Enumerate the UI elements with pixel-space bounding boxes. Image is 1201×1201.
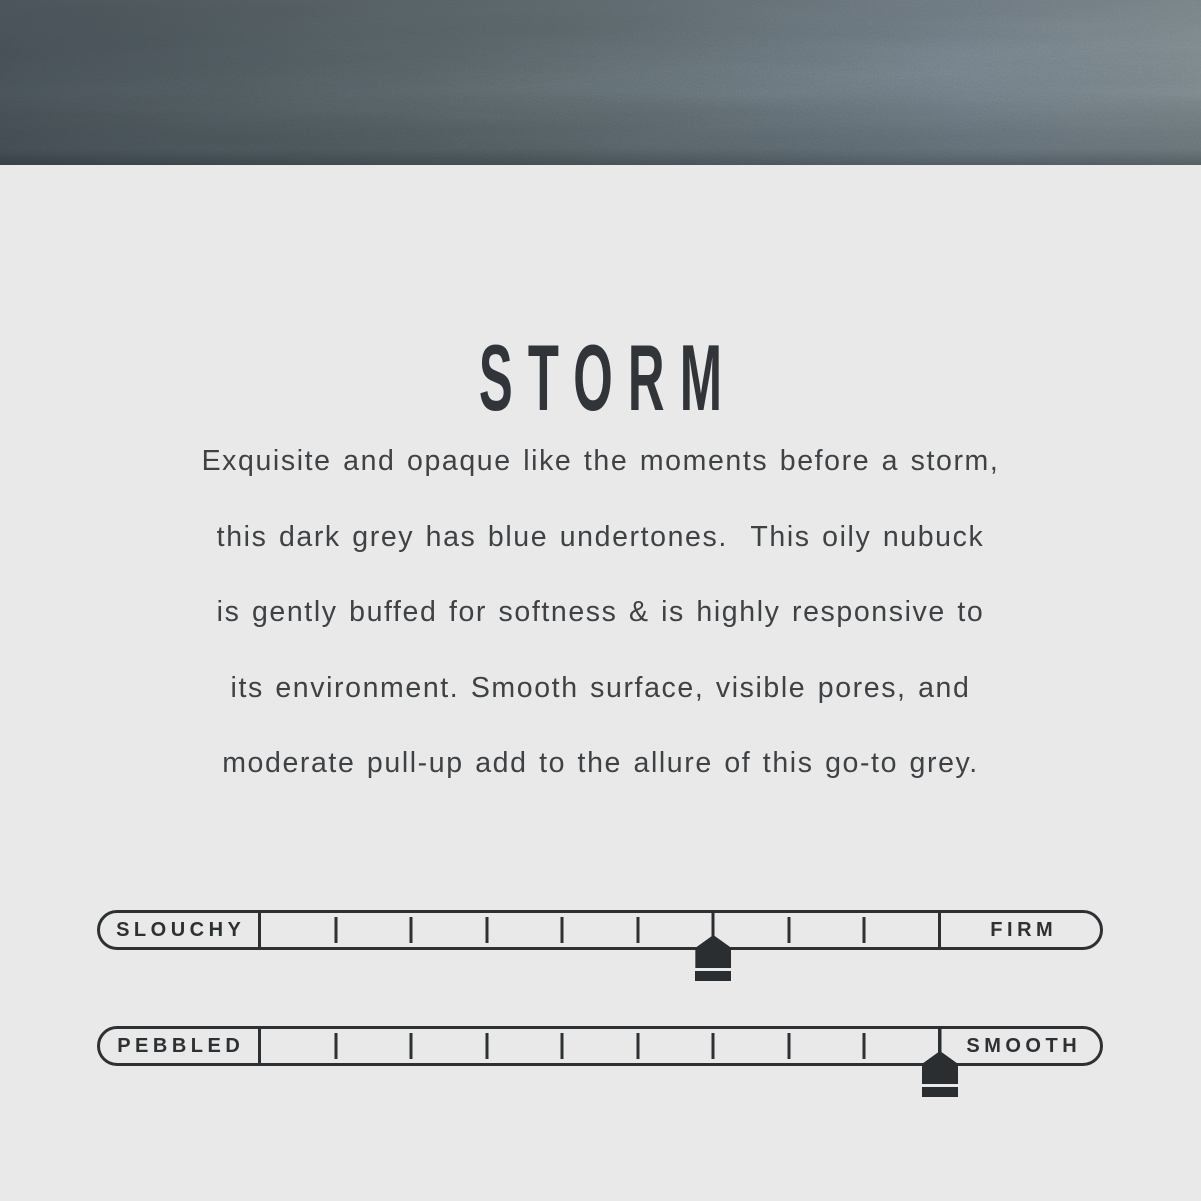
leather-texture-image xyxy=(0,0,1201,165)
marker-pointer xyxy=(695,935,731,968)
marker-base xyxy=(922,1087,958,1097)
description-line: Exquisite and opaque like the moments before a storm, xyxy=(201,445,1000,478)
scale-tick xyxy=(561,1033,564,1059)
scale-tick xyxy=(485,1033,488,1059)
marker-stem xyxy=(712,910,715,937)
scale-tick xyxy=(410,917,413,943)
scale-left-label: SLOUCHY xyxy=(116,918,246,941)
scale-tick xyxy=(787,917,790,943)
scale-tick xyxy=(863,1033,866,1059)
firmness-scale xyxy=(97,910,1103,950)
marker-base xyxy=(695,971,731,981)
scale-left-label: PEBBLED xyxy=(117,1034,245,1057)
scale-tick xyxy=(485,917,488,943)
scale-tick xyxy=(712,1033,715,1059)
scale-tick xyxy=(334,917,337,943)
page-title-text: STORM xyxy=(478,324,738,430)
scale-marker xyxy=(922,1026,958,1097)
description-line: this dark grey has blue undertones. This oily nubuck xyxy=(216,520,985,553)
scale-marker xyxy=(695,910,731,981)
description-line: its environment. Smooth surface, visible pores, and xyxy=(230,671,971,704)
description-line: moderate pull-up add to the allure of this go-to grey. xyxy=(222,747,979,780)
page-title xyxy=(0,324,1201,430)
marker-stem xyxy=(939,1026,942,1053)
scale-tick xyxy=(863,917,866,943)
scale-right-label: SMOOTH xyxy=(966,1034,1082,1057)
leather-description xyxy=(0,424,1201,802)
description-line: is gently buffed for softness & is highly responsive to xyxy=(216,596,985,629)
scale-right-label: FIRM xyxy=(990,918,1058,941)
scale-tick xyxy=(636,1033,639,1059)
marker-pointer xyxy=(922,1051,958,1084)
scale-tick-area xyxy=(260,1026,940,1066)
scale-tick xyxy=(410,1033,413,1059)
texture-scale xyxy=(97,1026,1103,1066)
scale-tick xyxy=(334,1033,337,1059)
scale-tick xyxy=(561,917,564,943)
scale-tick xyxy=(787,1033,790,1059)
scale-tick xyxy=(636,917,639,943)
scale-tick-area xyxy=(260,910,940,950)
